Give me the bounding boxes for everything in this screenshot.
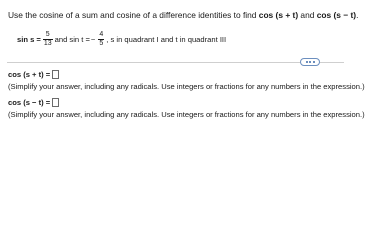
quadrant-info: , s in quadrant I and t in quadrant III — [106, 34, 227, 44]
instruction-sum-expr: cos (s + t) — [258, 10, 299, 20]
instruction-middle: and — [298, 10, 317, 20]
cos-sum-answer-input[interactable] — [52, 70, 59, 79]
sin-s-denominator: 13 — [43, 39, 52, 47]
question-cos-diff — [8, 98, 59, 107]
sin-s-numerator: 5 — [45, 30, 50, 38]
cos-diff-label: cos (s − t) = — [8, 98, 51, 107]
instruction-text — [8, 10, 358, 20]
sin-s-label: sin s = — [17, 34, 41, 44]
instruction-suffix: . — [356, 10, 359, 20]
ellipsis-icon — [306, 61, 308, 63]
sin-t-minus: − — [90, 34, 96, 44]
given-values — [17, 26, 226, 52]
section-divider — [7, 62, 344, 63]
question-cos-sum — [8, 70, 59, 79]
ellipsis-icon — [313, 61, 315, 63]
sin-t-numerator: 4 — [99, 30, 104, 38]
sin-t-denominator: 5 — [99, 39, 104, 47]
instruction-diff-expr: cos (s − t) — [316, 10, 357, 20]
cos-diff-hint: (Simplify your answer, including any radicals. Use integers or fractions for any numbers in the expression.) — [8, 110, 365, 119]
cos-diff-answer-input[interactable] — [52, 98, 59, 107]
ellipsis-icon — [309, 61, 311, 63]
instruction-prefix: Use the cosine of a sum and cosine of a difference identities to find — [8, 10, 259, 20]
sin-s-fraction — [43, 31, 53, 48]
cos-sum-label: cos (s + t) = — [8, 70, 51, 79]
more-options-button[interactable] — [300, 58, 320, 66]
sin-t-fraction — [98, 31, 104, 48]
cos-sum-hint: (Simplify your answer, including any radicals. Use integers or fractions for any numbers in the expression.) — [8, 82, 365, 91]
and-sin-t-label: and sin t = — [54, 34, 90, 44]
